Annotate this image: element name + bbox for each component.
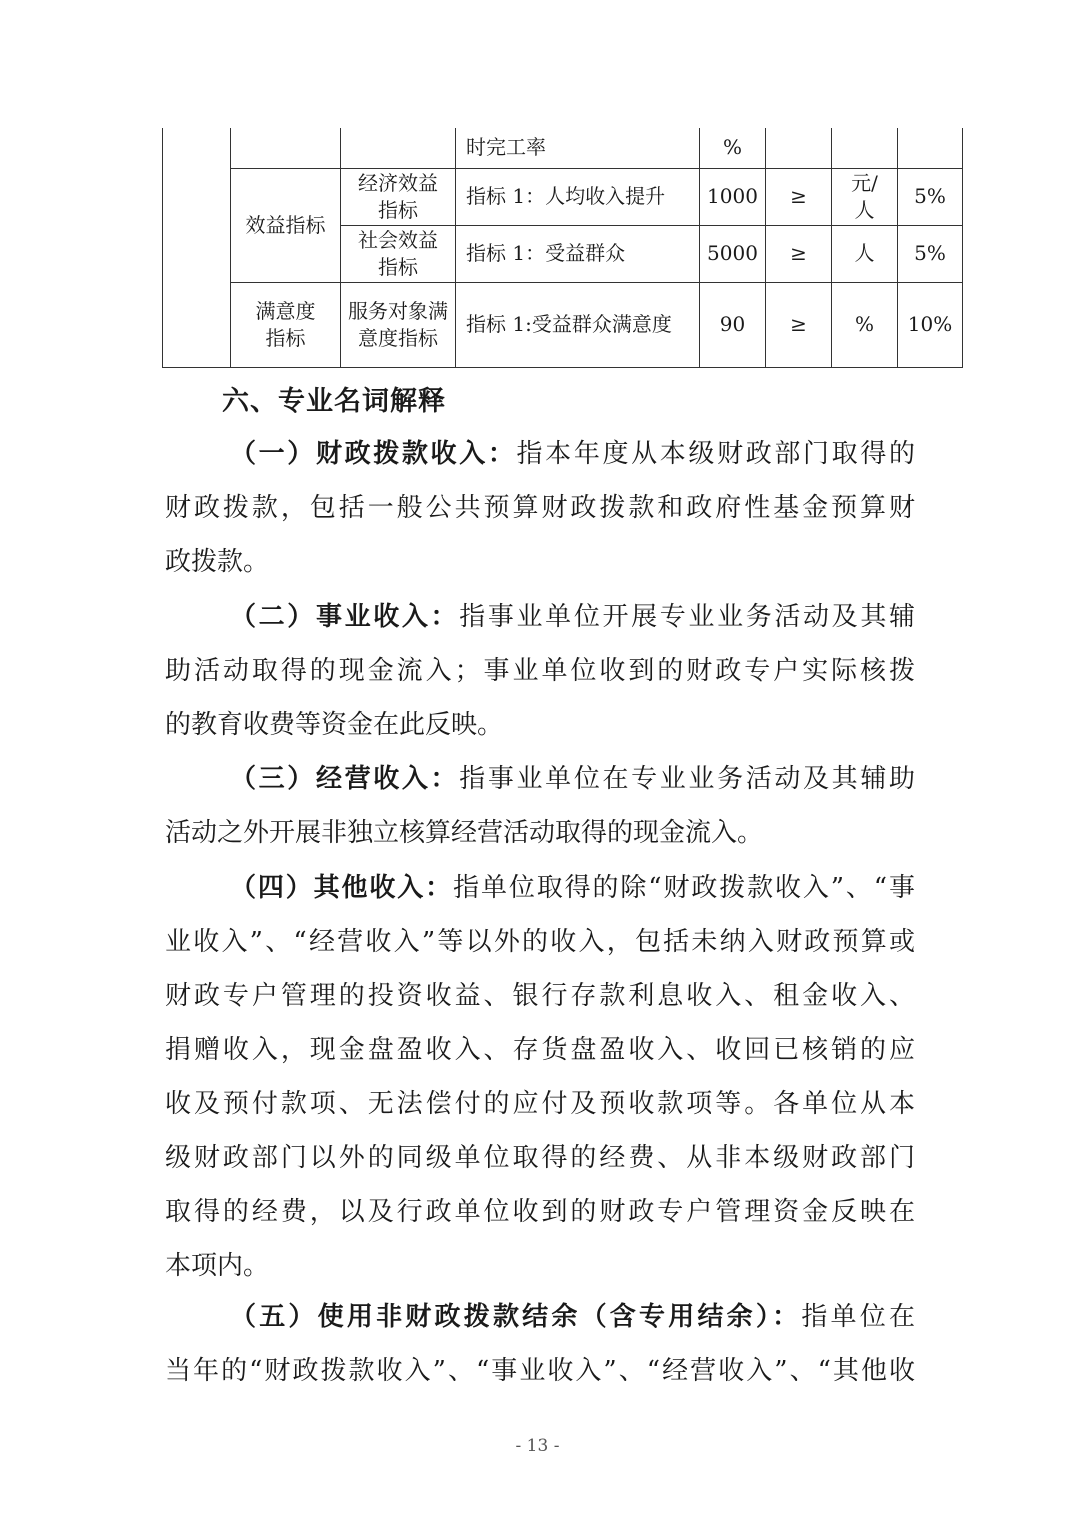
table-cell-unit: 元/人 bbox=[832, 168, 898, 225]
table-cell-operator: ≥ bbox=[766, 282, 832, 367]
table-cell bbox=[766, 128, 832, 168]
table-cell-indicator: 指标 1:受益群众满意度 bbox=[456, 282, 700, 367]
table-cell-subcategory: 社会效益指标 bbox=[341, 225, 456, 282]
definition-paragraph bbox=[165, 1290, 915, 1398]
performance-indicator-table bbox=[162, 128, 963, 368]
table-cell bbox=[898, 128, 963, 168]
table-cell-weight: 5% bbox=[898, 225, 963, 282]
table-row bbox=[163, 128, 963, 168]
paragraph-line: 财政专户管理的投资收益、银行存款利息收入、租金收入、 bbox=[165, 981, 915, 1011]
table-cell-weight: 5% bbox=[898, 168, 963, 225]
table-cell-unit: 人 bbox=[832, 225, 898, 282]
table-cell bbox=[341, 128, 456, 168]
table-cell-subcategory: 服务对象满意度指标 bbox=[341, 282, 456, 367]
definition-term: （五）使用非财政拨款结余（含专用结余）： bbox=[230, 1302, 802, 1332]
paragraph-line: 级财政部门以外的同级单位取得的经费、从非本级财政部门 bbox=[165, 1143, 915, 1173]
paragraph-line: 本项内。 bbox=[165, 1251, 270, 1281]
table-cell-indicator: 指标 1：受益群众 bbox=[456, 225, 700, 282]
table-row bbox=[163, 282, 963, 367]
table-cell bbox=[832, 128, 898, 168]
definition-term: （三）经营收入： bbox=[230, 764, 460, 794]
paragraph-line: 的教育收费等资金在此反映。 bbox=[165, 710, 504, 740]
paragraph-line: （四）其他收入：指单位取得的除“财政拨款收入”、“事 bbox=[230, 873, 915, 903]
table-cell-category: 满意度指标 bbox=[231, 282, 341, 367]
paragraph-line: 助活动取得的现金流入；事业单位收到的财政专户实际核拨 bbox=[165, 656, 915, 686]
table-cell-indicator: 指标 1：人均收入提升 bbox=[456, 168, 700, 225]
table-cell-value: 90 bbox=[700, 282, 766, 367]
table-cell-weight: 10% bbox=[898, 282, 963, 367]
table-cell-unit: % bbox=[832, 282, 898, 367]
definition-paragraph bbox=[165, 427, 915, 589]
paragraph-line: 活动之外开展非独立核算经营活动取得的现金流入。 bbox=[165, 818, 764, 848]
paragraph-line: 收及预付款项、无法偿付的应付及预收款项等。各单位从本 bbox=[165, 1089, 915, 1119]
section-heading: 六、专业名词解释 bbox=[222, 386, 446, 417]
paragraph-line: 取得的经费，以及行政单位收到的财政专户管理资金反映在 bbox=[165, 1197, 915, 1227]
table-cell: % bbox=[700, 128, 766, 168]
definition-term: （二）事业收入： bbox=[230, 602, 460, 632]
paragraph-line: 业收入”、“经营收入”等以外的收入，包括未纳入财政预算或 bbox=[165, 927, 915, 957]
paragraph-line: 财政拨款，包括一般公共预算财政拨款和政府性基金预算财 bbox=[165, 493, 915, 523]
table-cell-subcategory: 经济效益指标 bbox=[341, 168, 456, 225]
table-cell-operator: ≥ bbox=[766, 225, 832, 282]
table-row bbox=[163, 168, 963, 225]
table-cell-value: 5000 bbox=[700, 225, 766, 282]
paragraph-line: 当年的“财政拨款收入”、“事业收入”、“经营收入”、“其他收 bbox=[165, 1356, 915, 1386]
paragraph-line: （一）财政拨款收入：指本年度从本级财政部门取得的 bbox=[230, 439, 915, 469]
definition-paragraph bbox=[165, 752, 915, 860]
definition-term: （四）其他收入： bbox=[230, 873, 454, 903]
table-cell bbox=[231, 128, 341, 168]
paragraph-line: 捐赠收入，现金盘盈收入、存货盘盈收入、收回已核销的应 bbox=[165, 1035, 915, 1065]
table-cell-category: 效益指标 bbox=[231, 168, 341, 282]
table-cell: 时完工率 bbox=[456, 128, 700, 168]
definition-paragraph bbox=[165, 590, 915, 752]
page-number: - 13 - bbox=[515, 1436, 560, 1456]
definition-term: （一）财政拨款收入： bbox=[230, 439, 517, 469]
paragraph-line: （三）经营收入：指事业单位在专业业务活动及其辅助 bbox=[230, 764, 915, 794]
paragraph-line: （五）使用非财政拨款结余（含专用结余）：指单位在 bbox=[230, 1302, 915, 1332]
paragraph-line: （二）事业收入：指事业单位开展专业业务活动及其辅 bbox=[230, 602, 915, 632]
definition-paragraph bbox=[165, 861, 915, 1293]
paragraph-line: 政拨款。 bbox=[165, 547, 270, 577]
table-cell bbox=[163, 128, 231, 367]
table-cell-value: 1000 bbox=[700, 168, 766, 225]
table-cell-operator: ≥ bbox=[766, 168, 832, 225]
